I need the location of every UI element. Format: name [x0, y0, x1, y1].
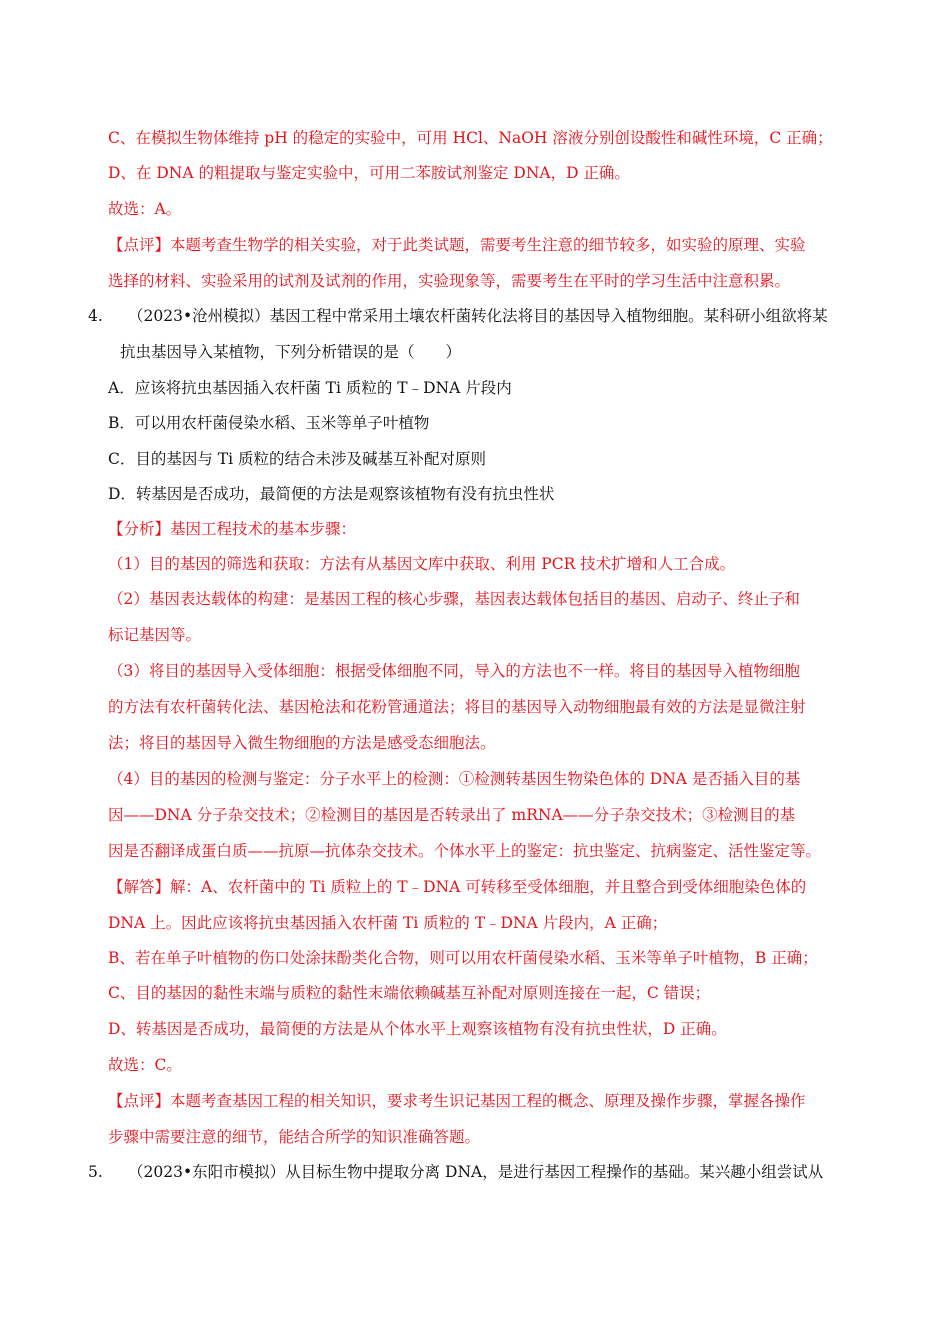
q3-answer: 故选：A。: [108, 200, 182, 218]
q4-analysis-step-4-line-3: 因是否翻译成蛋白质——抗原—抗体杂交技术。个体水平上的鉴定：抗虫鉴定、抗病鉴定、活性鉴定等。: [108, 842, 822, 860]
q4-analysis-step-2-line-2: 标记基因等。: [108, 626, 202, 644]
q4-answer: 故选：C。: [108, 1056, 182, 1074]
q4-option-c: C．目的基因与 Ti 质粒的结合未涉及碱基互补配对原则: [108, 450, 487, 468]
q4-solution-option-d: D、转基因是否成功，最简便的方法是从个体水平上观察该植物有没有抗虫性状，D 正确。: [108, 1020, 727, 1038]
q4-stem-line-2: 抗虫基因导入某植物，下列分析错误的是（ ）: [120, 343, 462, 361]
q4-analysis-step-3-line-1: （3）将目的基因导入受体细胞：根据受体细胞不同，导入的方法也不一样。将目的基因导入植物细胞: [108, 662, 800, 680]
q4-solution-line-1: 【解答】解：A、农杆菌中的 Ti 质粒上的 T﹣DNA 可转移至受体细胞，并且整合到受体细胞染色体的: [108, 878, 807, 896]
q5-stem-line-1: （2023•东阳市模拟）从目标生物中提取分离 DNA，是进行基因工程操作的基础。某兴趣小组尝试从: [128, 1163, 824, 1181]
q4-comment-line-2: 步骤中需要注意的细节，能结合所学的知识准确答题。: [108, 1128, 481, 1146]
q4-analysis-step-4-line-2: 因——DNA 分子杂交技术；②检测目的基因是否转录出了 mRNA——分子杂交技术；③检测目的基: [108, 806, 796, 824]
q4-option-d: D．转基因是否成功，最简便的方法是观察该植物有没有抗虫性状: [108, 485, 555, 503]
q3-option-c-explanation: C、在模拟生物体维持 pH 的稳定的实验中，可用 HCl、NaOH 溶液分别创设酸性和碱性环境，C 正确；: [108, 129, 833, 147]
q4-solution-line-2: DNA 上。因此应该将抗虫基因插入农杆菌 Ti 质粒的 T﹣DNA 片段内，A 正确；: [108, 914, 668, 932]
q4-analysis-title: 【分析】基因工程技术的基本步骤：: [108, 520, 357, 538]
q3-option-d-explanation: D、在 DNA 的粗提取与鉴定实验中，可用二苯胺试剂鉴定 DNA，D 正确。: [108, 164, 630, 182]
q5-number: 5.: [88, 1163, 103, 1181]
q4-analysis-step-3-line-3: 法；将目的基因导入微生物细胞的方法是感受态细胞法。: [108, 734, 496, 752]
q3-comment-line-2: 选择的材料、实验采用的试剂及试剂的作用，实验现象等，需要考生在平时的学习生活中注意积累。: [108, 272, 791, 290]
q4-analysis-step-1: （1）目的基因的筛选和获取：方法有从基因文库中获取、利用 PCR 技术扩增和人工合成。: [108, 555, 736, 573]
q4-solution-option-c: C、目的基因的黏性末端与质粒的黏性末端依赖碱基互补配对原则连接在一起，C 错误；: [108, 984, 711, 1002]
q4-stem-line-1: （2023•沧州模拟）基因工程中常采用土壤农杆菌转化法将目的基因导入植物细胞。某科研小组欲将某: [128, 307, 828, 325]
q4-analysis-step-3-line-2: 的方法有农杆菌转化法、基因枪法和花粉管通道法；将目的基因导入动物细胞最有效的方法是显微注射: [108, 698, 806, 716]
q4-number: 4.: [88, 307, 103, 325]
q4-option-a: A．应该将抗虫基因插入农杆菌 Ti 质粒的 T﹣DNA 片段内: [108, 379, 512, 397]
q4-analysis-step-2-line-1: （2）基因表达载体的构建：是基因工程的核心步骤，基因表达载体包括目的基因、启动子、终止子和: [108, 590, 800, 608]
q4-solution-option-b: B、若在单子叶植物的伤口处涂抹酚类化合物，则可以用农杆菌侵染水稻、玉米等单子叶植物，B 正确；: [108, 949, 818, 967]
q4-option-b: B．可以用农杆菌侵染水稻、玉米等单子叶植物: [108, 414, 430, 432]
q4-comment-line-1: 【点评】本题考查基因工程的相关知识，要求考生识记基因工程的概念、原理及操作步骤，掌握各操作: [108, 1092, 806, 1110]
q4-analysis-step-4-line-1: （4）目的基因的检测与鉴定：分子水平上的检测：①检测转基因生物染色体的 DNA 是否插入目的基: [108, 770, 801, 788]
q3-comment-line-1: 【点评】本题考查生物学的相关实验，对于此类试题，需要考生注意的细节较多，如实验的原理、实验: [108, 236, 806, 254]
